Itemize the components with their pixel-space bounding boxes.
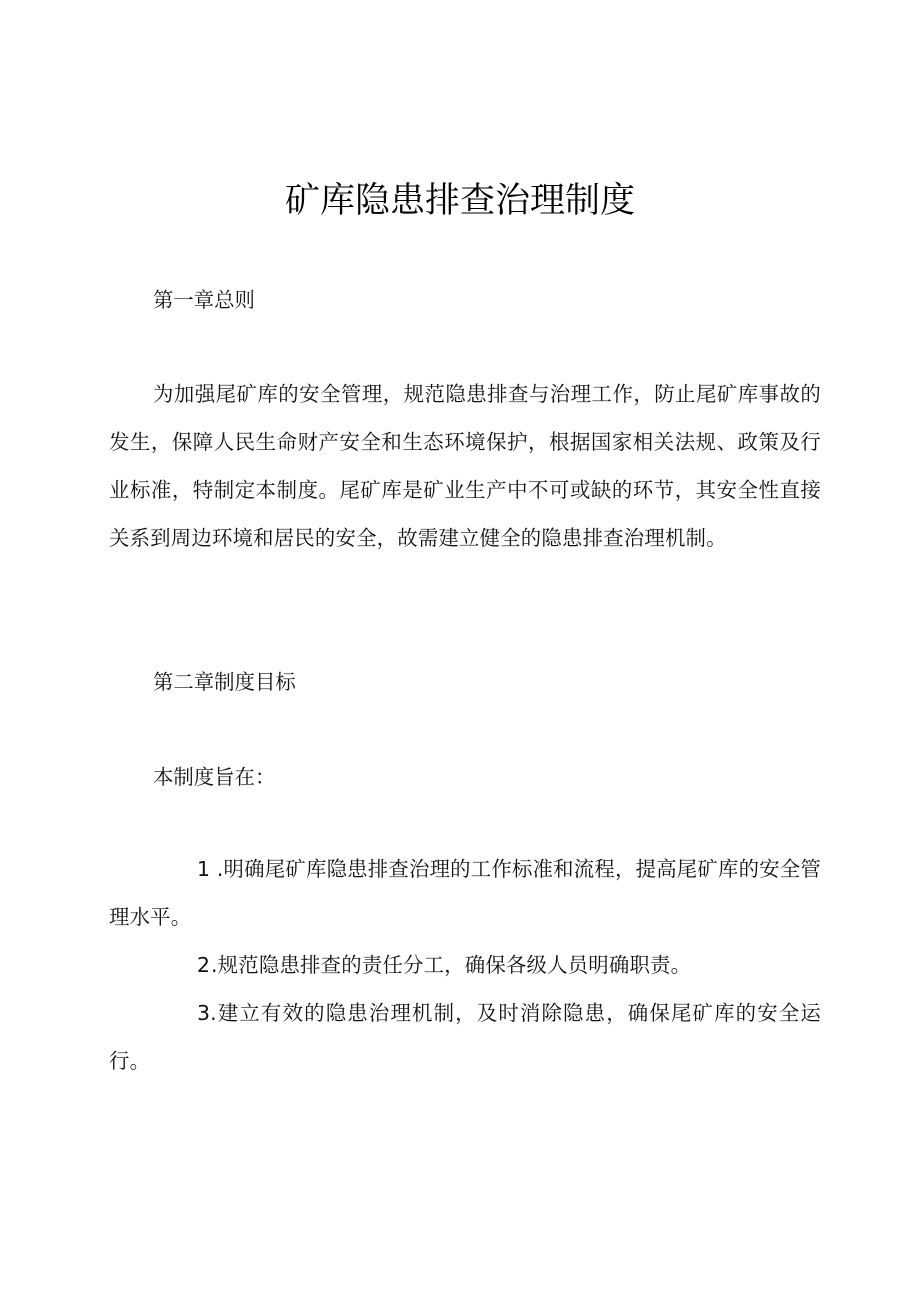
list-item-text: 建立有效的隐患治理机制，及时消除隐患，确保尾矿库的安全运行。 [109, 1001, 821, 1073]
document-title: 矿库隐患排查治理制度 [284, 181, 635, 221]
chapter-heading-1: 第一章总则 [153, 288, 255, 312]
chapter-2-intro: 本制度旨在： [153, 765, 276, 789]
list-item-number: 1 . [197, 857, 224, 881]
list-item-text: .规范隐患排查的责任分工，确保各级人员明确职责。 [211, 953, 692, 977]
list-item [109, 989, 821, 1085]
list-item-number: 3. [197, 1001, 217, 1025]
chapter-heading-2: 第二章制度目标 [153, 670, 296, 694]
list-item-number: 2 [197, 953, 211, 977]
list-item [109, 845, 821, 941]
chapter-1-paragraph: 为加强尾矿库的安全管理，规范隐患排查与治理工作，防止尾矿库事故的发生，保障人民生命财产安全和生态环境保护，根据国家相关法规、政策及行业标准，特制定本制度。尾矿库是矿业生产中不可或缺的环节，其安全性直接关系到周边环境和居民的安全，故需建立健全的隐患排查治理机制。 [109, 382, 821, 550]
list-item-text: 明确尾矿库隐患排查治理的工作标准和流程，提高尾矿库的安全管理水平。 [109, 857, 821, 929]
list-item [109, 941, 821, 989]
